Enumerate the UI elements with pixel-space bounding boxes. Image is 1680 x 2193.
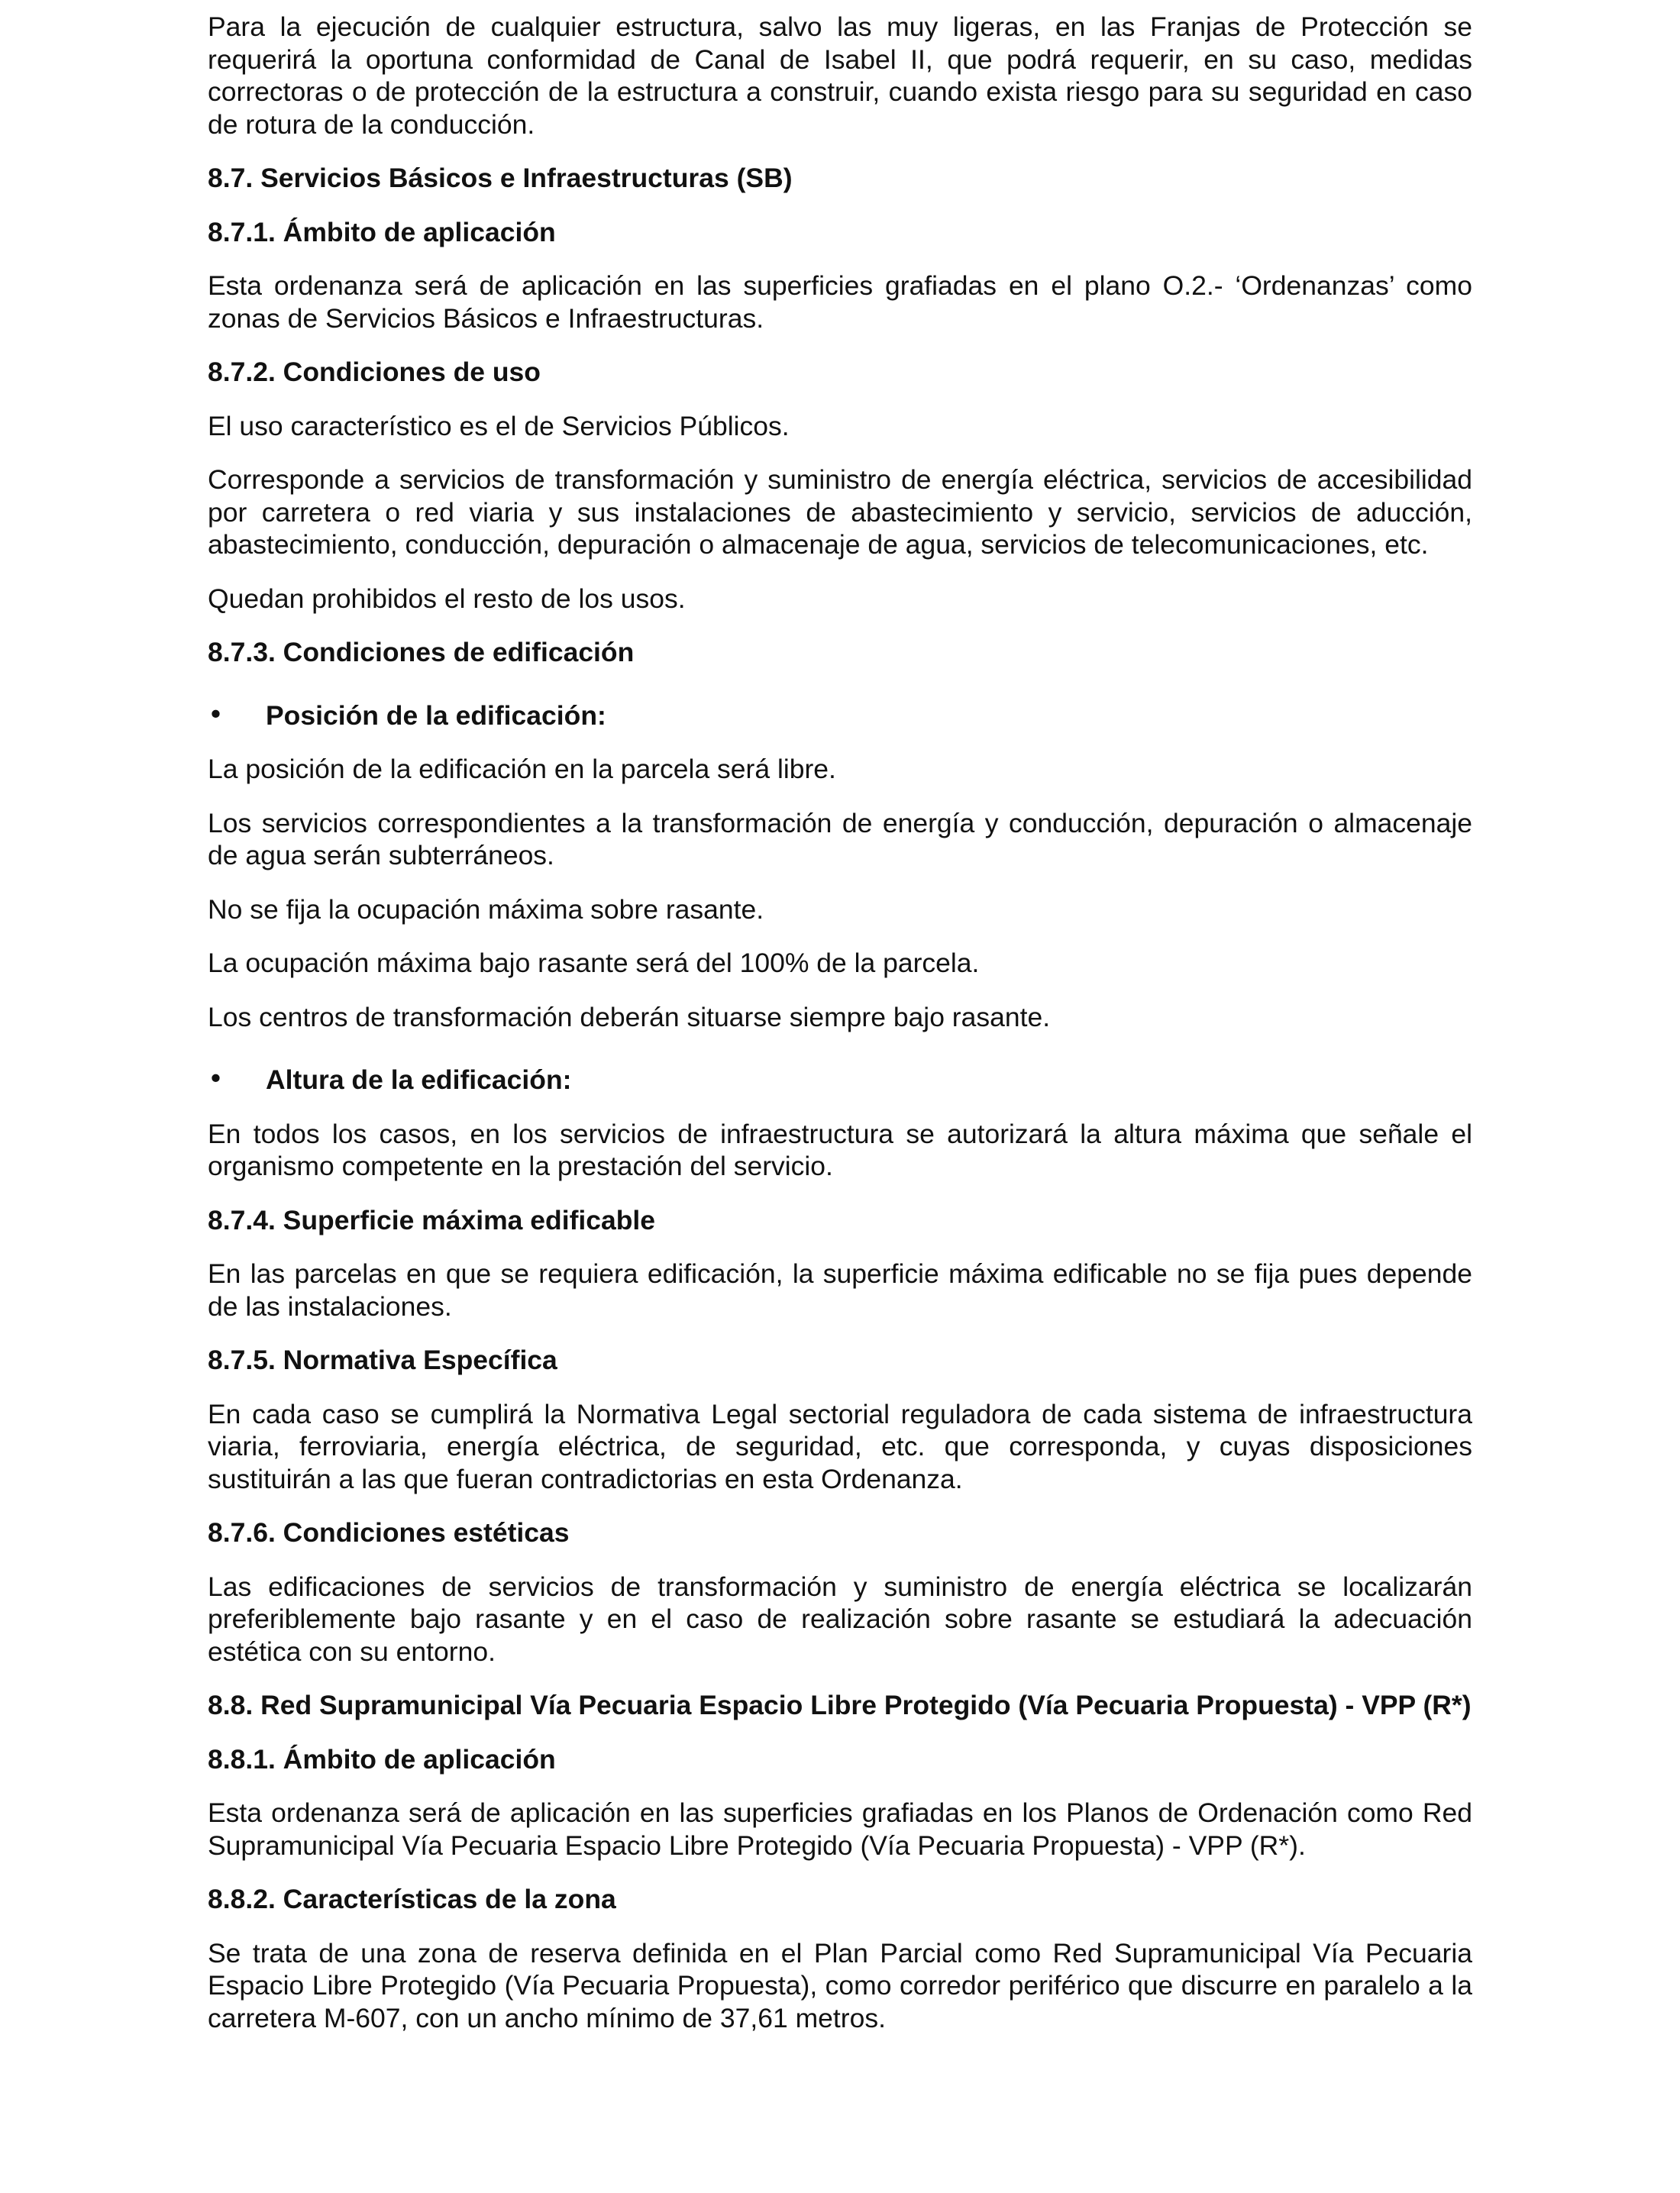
paragraph-8-7-4: En las parcelas en que se requiera edificación, la superficie máxima edificable no se fija pues depende de las instalaciones. <box>208 1258 1472 1322</box>
subsection-heading-8-7-5: 8.7.5. Normativa Específica <box>208 1345 557 1375</box>
paragraph-posicion-c: No se fija la ocupación máxima sobre rasante. <box>208 893 764 925</box>
paragraph-posicion-e: Los centros de transformación deberán situarse siempre bajo rasante. <box>208 1001 1051 1032</box>
subsection-heading-8-7-6: 8.7.6. Condiciones estéticas <box>208 1517 570 1548</box>
bullet-icon: • <box>208 699 224 731</box>
paragraph-8-7-1: Esta ordenanza será de aplicación en las superficies grafiadas en el plano O.2.- ‘Ordenanzas’ como zonas de Servicios Básicos e Infraestructuras. <box>208 270 1472 334</box>
paragraph-8-7-6: Las edificaciones de servicios de transformación y suministro de energía eléctrica se localizarán preferiblemente bajo rasante y en el caso de realización sobre rasante se estudiará la adecuación estética con su entorno. <box>208 1571 1472 1667</box>
bullet-altura-label: Altura de la edificación: <box>266 1064 572 1095</box>
paragraph-8-8-2: Se trata de una zona de reserva definida en el Plan Parcial como Red Supramunicipal Vía Pecuaria Espacio Libre Protegido (Vía Pecuaria Propuesta), como corredor periférico que discurre en paralelo a la carretera M-607, con un ancho mínimo de 37,61 metros. <box>208 1937 1472 2033</box>
paragraph-8-7-2-a: El uso característico es el de Servicios Públicos. <box>208 410 790 441</box>
section-heading-8-7: 8.7. Servicios Básicos e Infraestructuras (SB) <box>208 163 793 193</box>
subsection-heading-8-7-2: 8.7.2. Condiciones de uso <box>208 357 541 387</box>
paragraph-altura: En todos los casos, en los servicios de infraestructura se autorizará la altura máxima que señale el organismo competente en la prestación del servicio. <box>208 1118 1472 1181</box>
bullet-icon: • <box>208 1064 224 1095</box>
section-heading-8-8: 8.8. Red Supramunicipal Vía Pecuaria Espacio Libre Protegido (Vía Pecuaria Propuesta) - VPP (R*) <box>208 1690 1472 1720</box>
subsection-heading-8-8-1: 8.8.1. Ámbito de aplicación <box>208 1743 556 1775</box>
document-page <box>208 11 1472 2056</box>
bullet-altura <box>208 1064 1472 1096</box>
subsection-heading-8-7-3: 8.7.3. Condiciones de edificación <box>208 637 635 667</box>
bullet-posicion-label: Posición de la edificación: <box>266 699 606 731</box>
paragraph-8-7-5: En cada caso se cumplirá la Normativa Legal sectorial reguladora de cada sistema de infraestructura viaria, ferroviaria, energía eléctrica, de seguridad, etc. que corresponda, y cuyas disposiciones sustituirán a las que fueran contradictorias en esta Ordenanza. <box>208 1398 1472 1494</box>
subsection-heading-8-7-4: 8.7.4. Superficie máxima edificable <box>208 1204 656 1235</box>
subsection-heading-8-7-1: 8.7.1. Ámbito de aplicación <box>208 216 556 247</box>
paragraph-8-8-1: Esta ordenanza será de aplicación en las superficies grafiadas en los Planos de Ordenación como Red Supramunicipal Vía Pecuaria Espacio Libre Protegido (Vía Pecuaria Propuesta) - VPP (R*). <box>208 1797 1472 1861</box>
paragraph-posicion-b: Los servicios correspondientes a la transformación de energía y conducción, depuración o almacenaje de agua serán subterráneos. <box>208 807 1472 870</box>
subsection-heading-8-8-2: 8.8.2. Características de la zona <box>208 1884 616 1914</box>
intro-paragraph: Para la ejecución de cualquier estructura, salvo las muy ligeras, en las Franjas de Protección se requerirá la oportuna conformidad de Canal de Isabel II, que podrá requerir, en su caso, medidas correctoras o de protección de la estructura a construir, cuando exista riesgo para su seguridad en caso de rotura de la conducción. <box>208 11 1472 140</box>
paragraph-posicion-d: La ocupación máxima bajo rasante será del 100% de la parcela. <box>208 948 980 978</box>
paragraph-8-7-2-b: Corresponde a servicios de transformación y suministro de energía eléctrica, servicios de accesibilidad por carretera o red viaria y sus instalaciones de abastecimiento y servicio, servicios de aducción, abastecimiento, conducción, depuración o almacenaje de agua, servicios de telecomunicaciones, etc. <box>208 464 1472 560</box>
paragraph-posicion-a: La posición de la edificación en la parcela será libre. <box>208 754 836 784</box>
bullet-posicion <box>208 699 1472 732</box>
paragraph-8-7-2-c: Quedan prohibidos el resto de los usos. <box>208 583 686 614</box>
